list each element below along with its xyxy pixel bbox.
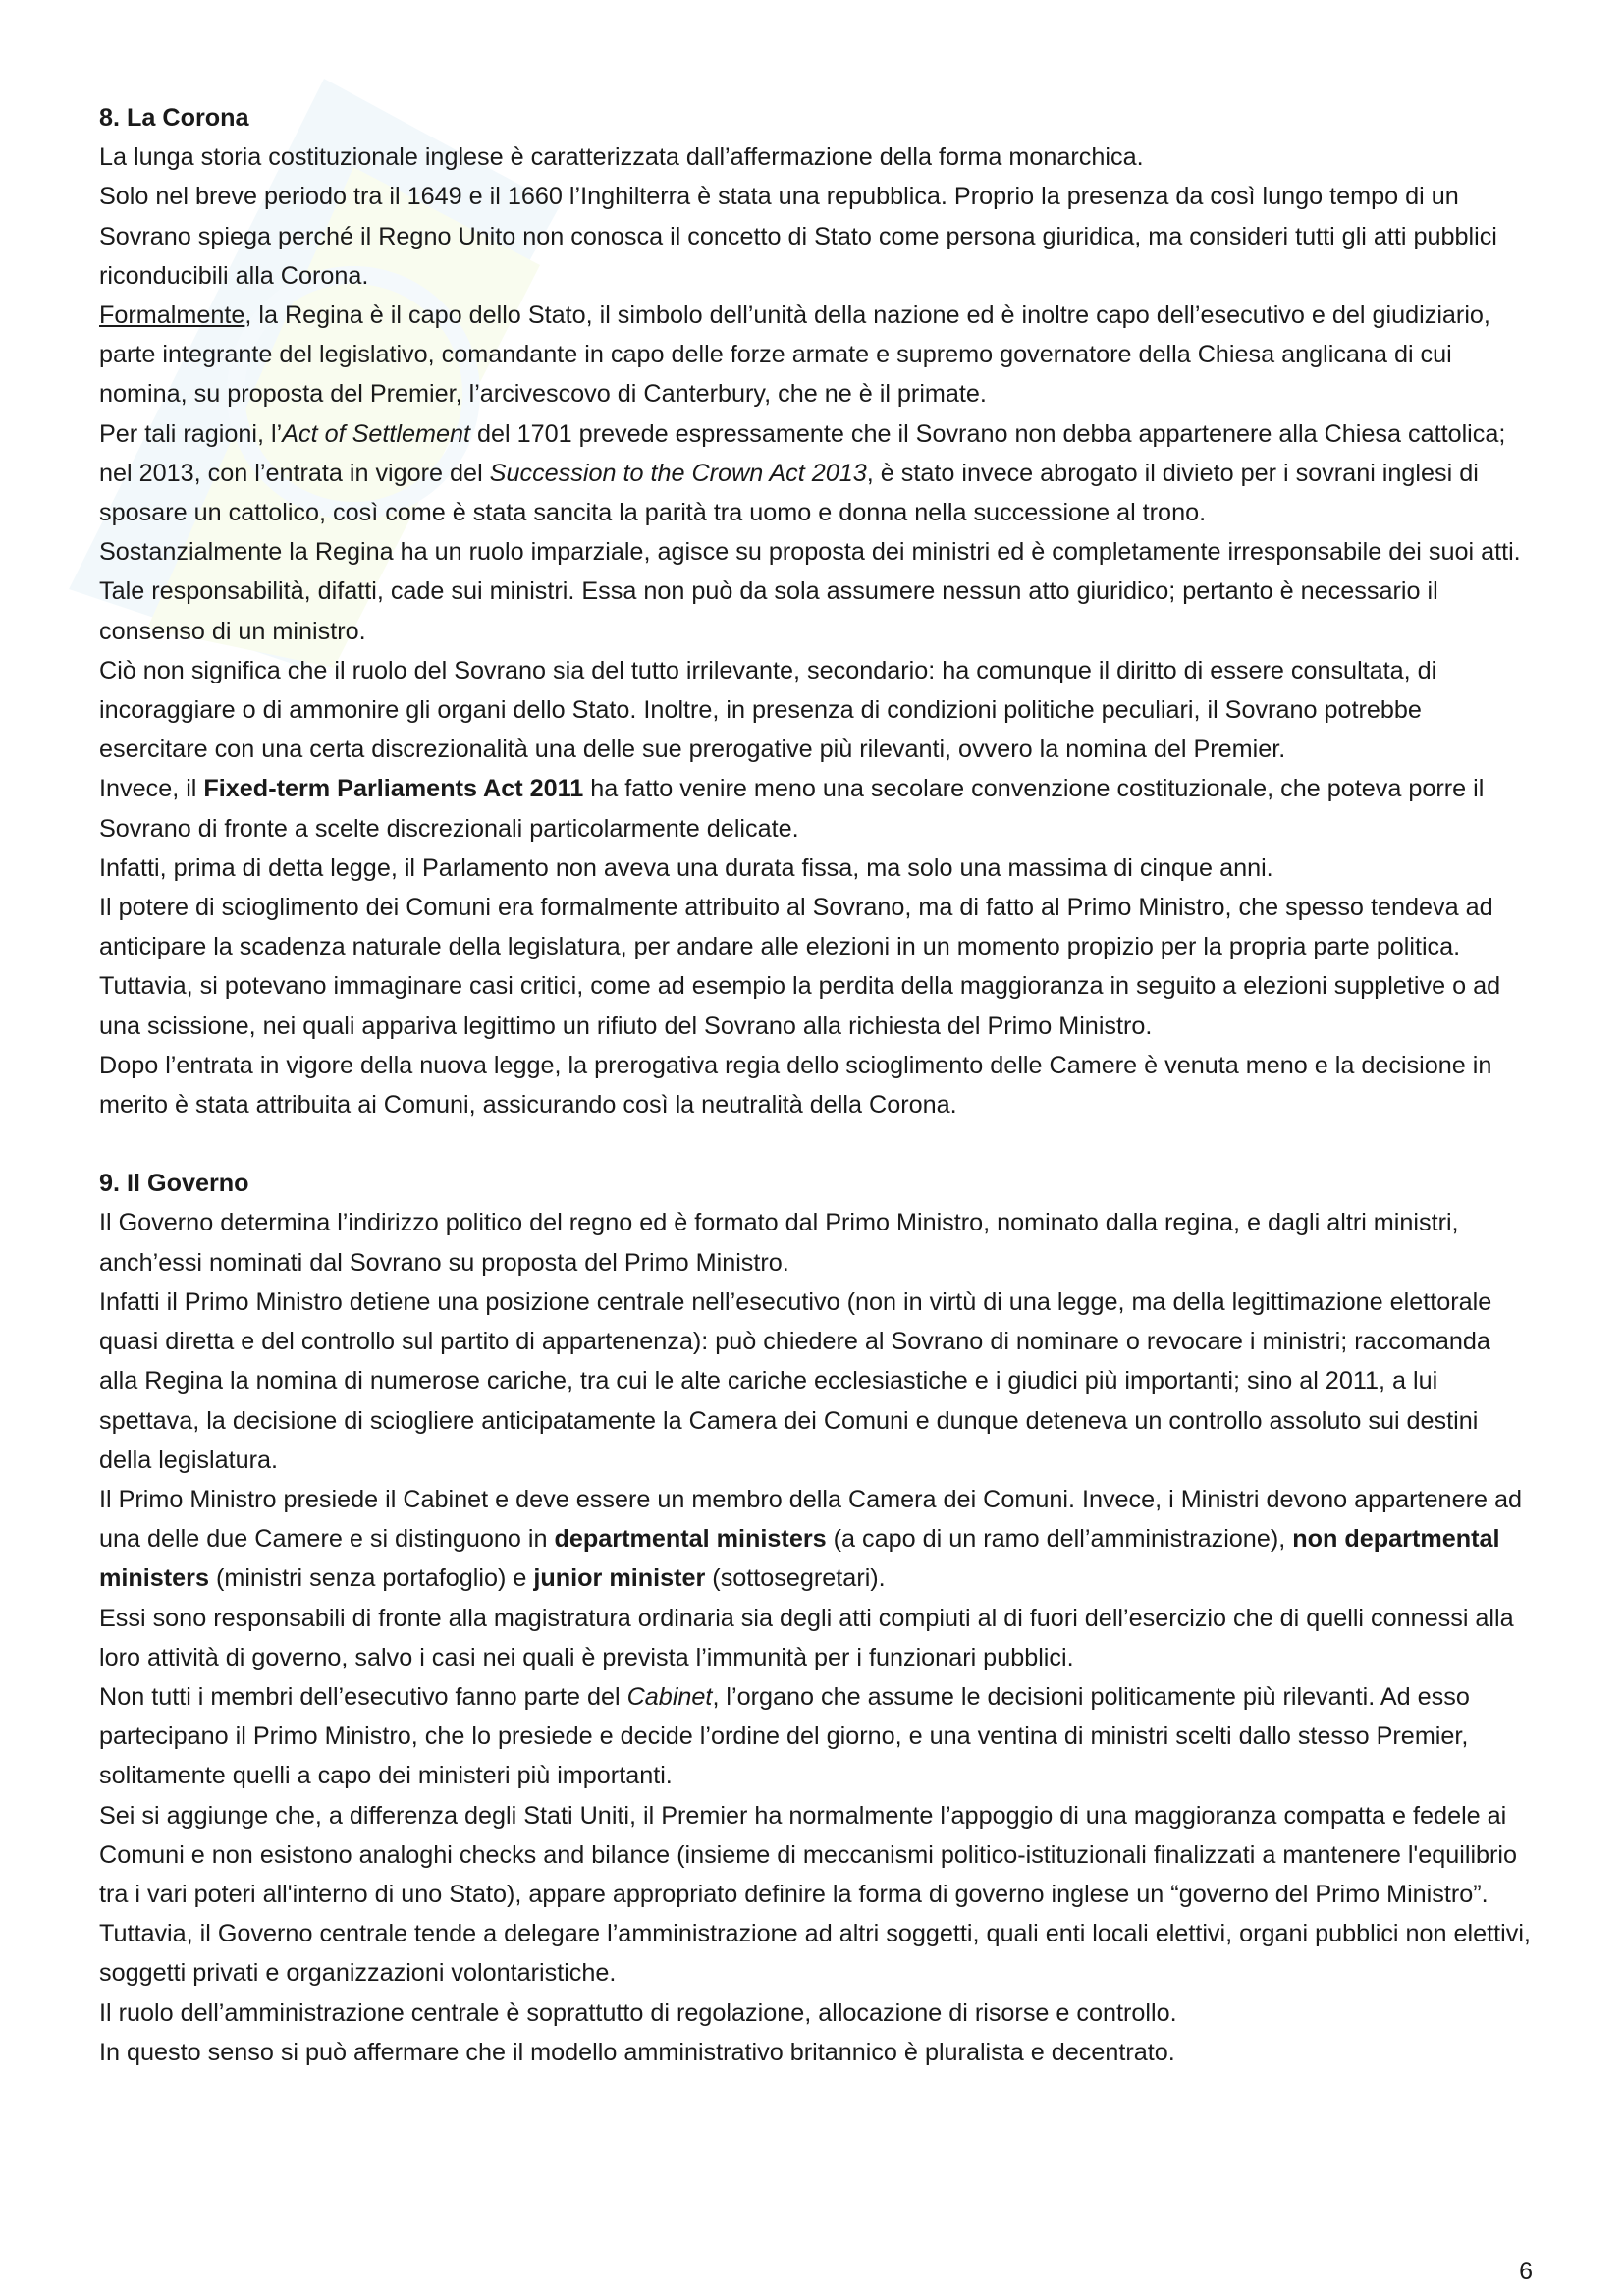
- document-content: [99, 98, 1533, 2072]
- paragraph: Sostanzialmente la Regina ha un ruolo imparziale, agisce su proposta dei ministri ed è completamente irresponsabile dei suoi atti. Tale responsabilità, difatti, cade sui ministri. Essa non può da sola assumere nessun atto giuridico; pertanto è necessario il consenso di un ministro.: [99, 538, 1521, 645]
- paragraph-text: ha fatto venire meno una secolare convenzione costituzionale, che poteva porre il Sovrano di fronte a scelte discrezionali particolarmente delicate.: [99, 775, 1485, 843]
- paragraph: [99, 1677, 1533, 1796]
- bold-term: departmental ministers: [554, 1525, 827, 1554]
- paragraph-text: Il Primo Ministro presiede il Cabinet e deve essere un membro della Camera dei Comuni. Invece, i Ministri devono appartenere ad una delle due Camere e si distinguono in: [99, 1485, 1522, 1554]
- paragraph-text: (sottosegretari).: [705, 1564, 886, 1593]
- paragraph: La lunga storia costituzionale inglese è caratterizzata dall’affermazione della forma monarchica.: [99, 143, 1144, 172]
- paragraph-text: , l’organo che assume le decisioni politicamente più rilevanti. Ad esso partecipano il Primo Ministro, che lo presiede e decide l’ordine del giorno, e una ventina di ministri scelti dallo stesso Premier, solitamente quelli a capo dei ministeri più importanti.: [99, 1682, 1470, 1790]
- paragraph: Infatti, prima di detta legge, il Parlamento non aveva una durata fissa, ma solo una massima di cinque anni.: [99, 853, 1273, 882]
- paragraph: [99, 1480, 1533, 1599]
- section-9-heading: 9. Il Governo: [99, 1170, 249, 1198]
- paragraph: Il Governo determina l’indirizzo politico del regno ed è formato dal Primo Ministro, nominato dalla regina, e dagli altri ministri, anch’essi nominati dal Sovrano su proposta del Primo Ministro.: [99, 1209, 1459, 1277]
- bold-term: non departmental ministers: [99, 1525, 1500, 1593]
- paragraph: Dopo l’entrata in vigore della nuova legge, la prerogativa regia dello scioglimento delle Camere è venuta meno e la decisione in merito è stata attribuita ai Comuni, assicurando così la neutralità della Corona.: [99, 1051, 1492, 1120]
- paragraph: Ciò non significa che il ruolo del Sovrano sia del tutto irrilevante, secondario: ha comunque il diritto di essere consultata, di incoraggiare o di ammonire gli organi dello Stato. Inoltre, in presenza di condizioni politiche peculiari, il Sovrano potrebbe esercitare con una certa discrezionalità una delle sue prerogative più rilevanti, ovvero la nomina del Premier.: [99, 656, 1437, 764]
- italic-term: Cabinet: [626, 1682, 713, 1711]
- section-spacer: [99, 1124, 1533, 1164]
- paragraph-text: del 1701 prevede espressamente che il Sovrano non debba appartenere alla Chiesa cattolica; nel 2013, con l’entrata in vigore del: [99, 419, 1506, 487]
- paragraph: [99, 414, 1533, 533]
- paragraph: Sei si aggiunge che, a differenza degli Stati Uniti, il Premier ha normalmente l’appoggio di una maggioranza compatta e fedele ai Comuni e non esistono analoghi checks and bilance (insieme di meccanismi politico-istituzionali finalizzati a mantenere l'equilibrio tra i vari poteri all'interno di uno Stato), appare appropriato definire la forma di governo inglese un “governo del Primo Ministro”. Tuttavia, il Governo centrale tende a delegare l’amministrazione ad altri soggetti, quali enti locali elettivi, organi pubblici non elettivi, soggetti privati e organizzazioni volontaristiche.: [99, 1801, 1531, 1988]
- paragraph: Essi sono responsabili di fronte alla magistratura ordinaria sia degli atti compiuti al di fuori dell’esercizio che di quelli connessi alla loro attività di governo, salvo i casi nei quali è prevista l’immunità per i funzionari pubblici.: [99, 1604, 1514, 1671]
- section-8-heading: 8. La Corona: [99, 104, 249, 132]
- paragraph-text: , la Regina è il capo dello Stato, il simbolo dell’unità della nazione ed è inoltre capo dell’esecutivo e del giudiziario, parte integrante del legislativo, comandante in capo delle forze armate e supremo governatore della Chiesa anglicana di cui nomina, su proposta del Premier, l’arcivescovo di Canterbury, che ne è il primate.: [99, 301, 1490, 409]
- bold-term: Fixed-term Parliaments Act 2011: [203, 775, 584, 803]
- paragraph: In questo senso si può affermare che il modello amministrativo britannico è pluralista e decentrato.: [99, 2038, 1175, 2066]
- paragraph: Il potere di scioglimento dei Comuni era formalmente attribuito al Sovrano, ma di fatto al Primo Ministro, che spesso tendeva ad anticipare la scadenza naturale della legislatura, per andare alle elezioni in un momento propizio per la propria parte politica. Tuttavia, si potevano immaginare casi critici, come ad esempio la perdita della maggioranza in seguito a elezioni suppletive o ad una scissione, nei quali appariva legittimo un rifiuto del Sovrano alla richiesta del Primo Ministro.: [99, 894, 1501, 1040]
- italic-term: Succession to the Crown Act 2013: [489, 459, 867, 487]
- paragraph-text: Non tutti i membri dell’esecutivo fanno parte del: [99, 1682, 627, 1711]
- paragraph-text: Invece, il: [99, 775, 204, 803]
- underlined-term: Formalmente: [99, 301, 245, 330]
- paragraph: Solo nel breve periodo tra il 1649 e il 1660 l’Inghilterra è stata una repubblica. Proprio la presenza da così lungo tempo di un Sovrano spiega perché il Regno Unito non conosca il concetto di Stato come persona giuridica, ma consideri tutti gli atti pubblici riconducibili alla Corona.: [99, 183, 1497, 290]
- paragraph-text: (ministri senza portafoglio) e: [209, 1564, 534, 1593]
- page-number: 6: [1519, 2258, 1533, 2285]
- paragraph: Il ruolo dell’amministrazione centrale è soprattutto di regolazione, allocazione di risorse e controllo.: [99, 1998, 1177, 2027]
- paragraph-text: (a capo di un ramo dell’amministrazione),: [826, 1525, 1293, 1554]
- paragraph-text: , è stato invece abrogato il divieto per i sovrani inglesi di sposare un cattolico, così come è stata sancita la parità tra uomo e donna nella successione al trono.: [99, 459, 1479, 527]
- paragraph-text: Per tali ragioni, l’: [99, 419, 283, 448]
- italic-term: Act of Settlement: [282, 419, 470, 448]
- bold-term: junior minister: [533, 1564, 706, 1593]
- paragraph: [99, 769, 1533, 847]
- paragraph: [99, 296, 1533, 414]
- paragraph: Infatti il Primo Ministro detiene una posizione centrale nell’esecutivo (non in virtù di una legge, ma della legittimazione elettorale quasi diretta e del controllo sul partito di appartenenza): può chiedere al Sovrano di nominare o revocare i ministri; raccomanda alla Regina la nomina di numerose cariche, tra cui le alte cariche ecclesiastiche e i giudici più importanti; sino al 2011, a lui spettava, la decisione di sciogliere anticipatamente la Camera dei Comuni e dunque deteneva un controllo assoluto sui destini della legislatura.: [99, 1287, 1492, 1474]
